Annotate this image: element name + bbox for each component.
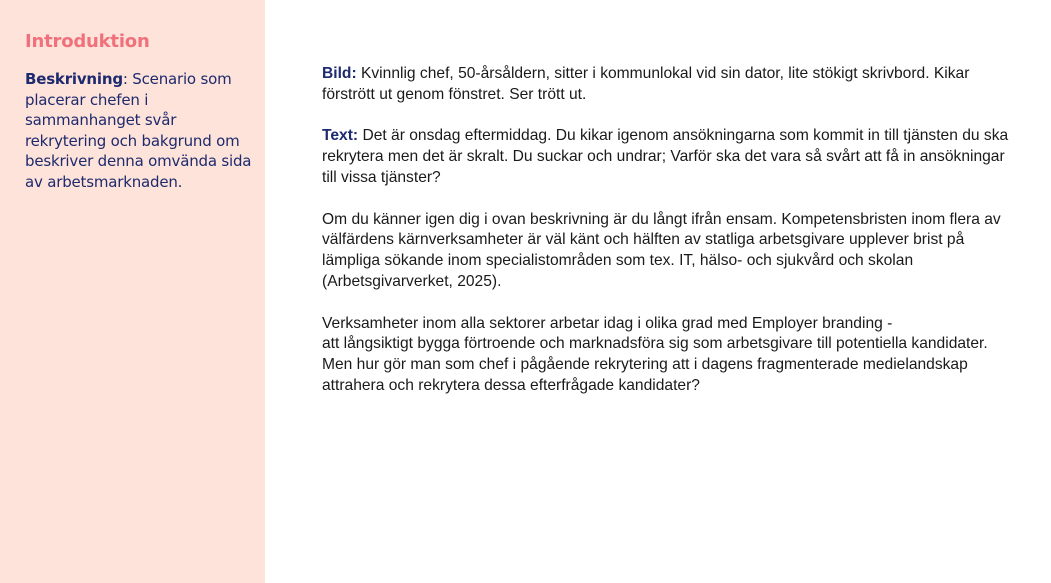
text-body: Det är onsdag eftermiddag. Du kikar igenom ansökningarna som kommit in till tjänsten du ska rekrytera men det är skralt. Du suckar och undrar; Varför ska det vara så svårt att få in ansökningar till vissa tjänster? xyxy=(322,127,1009,186)
competence-paragraph: Om du känner igen dig i ovan beskrivning är du långt ifrån ensam. Kompetensbristen inom flera av välfärdens kärnverksamheter är väl känt och hälften av statliga arbetsgivare upplever brist på lämpliga sökande inom specialistområden som tex. IT, hälso- och sjukvård och skolan (Arbetsgivarverket, 2025). xyxy=(322,210,1001,290)
sidebar-panel xyxy=(0,0,265,583)
bild-paragraph xyxy=(322,64,1012,106)
sidebar-title: Introduktion xyxy=(25,31,150,52)
text-paragraph xyxy=(322,126,1012,188)
bild-label: Bild: xyxy=(322,65,357,82)
bild-text: Kvinnlig chef, 50-årsåldern, sitter i kommunlokal vid sin dator, lite stökigt skrivbord. Kikar förstrött ut genom fönstret. Ser trött ut. xyxy=(322,65,970,103)
main-content xyxy=(322,64,1012,418)
employer-branding-paragraph xyxy=(322,314,1012,397)
employer-branding-rest: att långsiktigt bygga förtroende och marknadsföra sig som arbetsgivare till potentiella kandidater. Men hur gör man som chef i pågående rekrytering att i dagens fragmenterade medielandskap attrahera och rekrytera dessa efterfrågade kandidater? xyxy=(322,335,988,394)
employer-branding-line-1: Verksamheter inom alla sektorer arbetar idag i olika grad med Employer branding - xyxy=(322,314,893,332)
description-label: Beskrivning xyxy=(25,70,123,88)
description-text: : Scenario som placerar chefen i sammanhanget svår rekrytering och bakgrund om beskriver denna omvända sida av arbetsmarknaden. xyxy=(25,70,252,191)
text-label: Text: xyxy=(322,127,359,145)
sidebar-description xyxy=(25,69,257,193)
